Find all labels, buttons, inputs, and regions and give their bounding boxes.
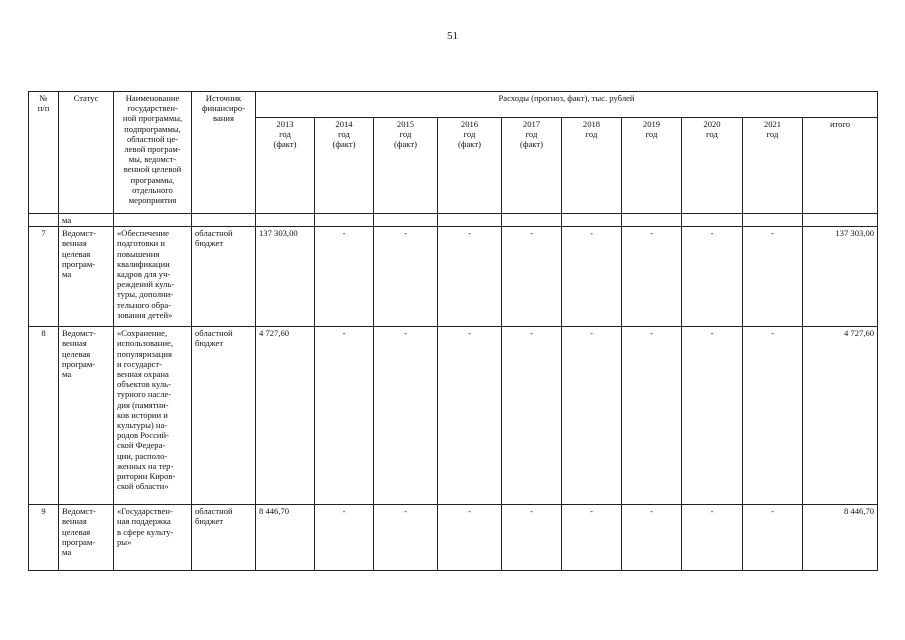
continuation-cell [682, 214, 743, 227]
header-year: 2014 год (факт) [315, 118, 374, 214]
table-row [29, 227, 878, 327]
row-status: Ведомст- венная целевая програм- ма [59, 327, 114, 505]
row-name: «Государствен- ная поддержка в сфере культу- ры» [114, 505, 192, 571]
row-value: - [502, 227, 562, 327]
row-value: - [438, 327, 502, 505]
row-value: - [374, 505, 438, 571]
table-row [29, 327, 878, 505]
row-value: - [315, 327, 374, 505]
header-year: 2016 год (факт) [438, 118, 502, 214]
row-source: областной бюджет [192, 227, 256, 327]
continuation-cell [374, 214, 438, 227]
header-num: № п/п [29, 92, 59, 214]
header-year: 2021 год [743, 118, 803, 214]
row-value: - [682, 227, 743, 327]
row-value: - [562, 327, 622, 505]
row-source: областной бюджет [192, 505, 256, 571]
row-value: - [438, 227, 502, 327]
continuation-cell [192, 214, 256, 227]
row-number: 7 [29, 227, 59, 327]
row-value: - [743, 227, 803, 327]
row-value: - [315, 227, 374, 327]
row-total: 8 446,70 [803, 505, 878, 571]
row-value: - [743, 327, 803, 505]
header-status: Статус [59, 92, 114, 214]
continuation-cell [29, 214, 59, 227]
row-total: 137 303,00 [803, 227, 878, 327]
continuation-cell [562, 214, 622, 227]
row-total: 4 727,60 [803, 327, 878, 505]
header-year: 2013 год (факт) [256, 118, 315, 214]
header-year: 2015 год (факт) [374, 118, 438, 214]
row-value: 8 446,70 [256, 505, 315, 571]
row-status: Ведомст- венная целевая програм- ма [59, 505, 114, 571]
header-year: 2018 год [562, 118, 622, 214]
row-value: - [315, 505, 374, 571]
header-year: 2020 год [682, 118, 743, 214]
header-year: итого [803, 118, 878, 214]
row-source: областной бюджет [192, 327, 256, 505]
row-value: - [562, 227, 622, 327]
row-value: 137 303,00 [256, 227, 315, 327]
row-value: - [682, 505, 743, 571]
row-value: - [562, 505, 622, 571]
continuation-cell [315, 214, 374, 227]
continuation-cell [502, 214, 562, 227]
row-value: 4 727,60 [256, 327, 315, 505]
row-name: «Обеспечение подготовки и повышения квалификации кадров для уч- реждений куль- туры, дополни- тельного обра- зования детей» [114, 227, 192, 327]
row-value: - [374, 227, 438, 327]
row-value: - [682, 327, 743, 505]
header-expenses: Расходы (прогноз, факт), тыс. рублей [256, 92, 878, 118]
expenses-table [28, 91, 878, 571]
header-year: 2019 год [622, 118, 682, 214]
row-value: - [622, 327, 682, 505]
continuation-cell [622, 214, 682, 227]
continuation-cell [114, 214, 192, 227]
row-value: - [502, 505, 562, 571]
row-number: 8 [29, 327, 59, 505]
table-row [29, 505, 878, 571]
header-year: 2017 год (факт) [502, 118, 562, 214]
row-number: 9 [29, 505, 59, 571]
page-number: 51 [447, 30, 458, 42]
continuation-cell [803, 214, 878, 227]
row-value: - [438, 505, 502, 571]
continuation-cell [438, 214, 502, 227]
row-status: Ведомст- венная целевая програм- ма [59, 227, 114, 327]
continuation-cell [743, 214, 803, 227]
row-value: - [622, 505, 682, 571]
header-name: Наименование государствен- ной программы, подпрограммы, областной це- левой програм- мы, ведомст- венной целевой программы, отдельного мероприятия [114, 92, 192, 214]
header-source: Источник финансиро- вания [192, 92, 256, 214]
continuation-status: ма [59, 214, 114, 227]
row-name: «Сохранение, использование, популяризация и государст- венная охрана объектов куль- турного насле- дия (памятни- ков истории и культуры) на- родов Россий- ской Федера- ции, располо- женных на тер- ритории Киров- ской области» [114, 327, 192, 505]
row-value: - [622, 227, 682, 327]
continuation-cell [256, 214, 315, 227]
row-value: - [743, 505, 803, 571]
row-value: - [374, 327, 438, 505]
row-value: - [502, 327, 562, 505]
